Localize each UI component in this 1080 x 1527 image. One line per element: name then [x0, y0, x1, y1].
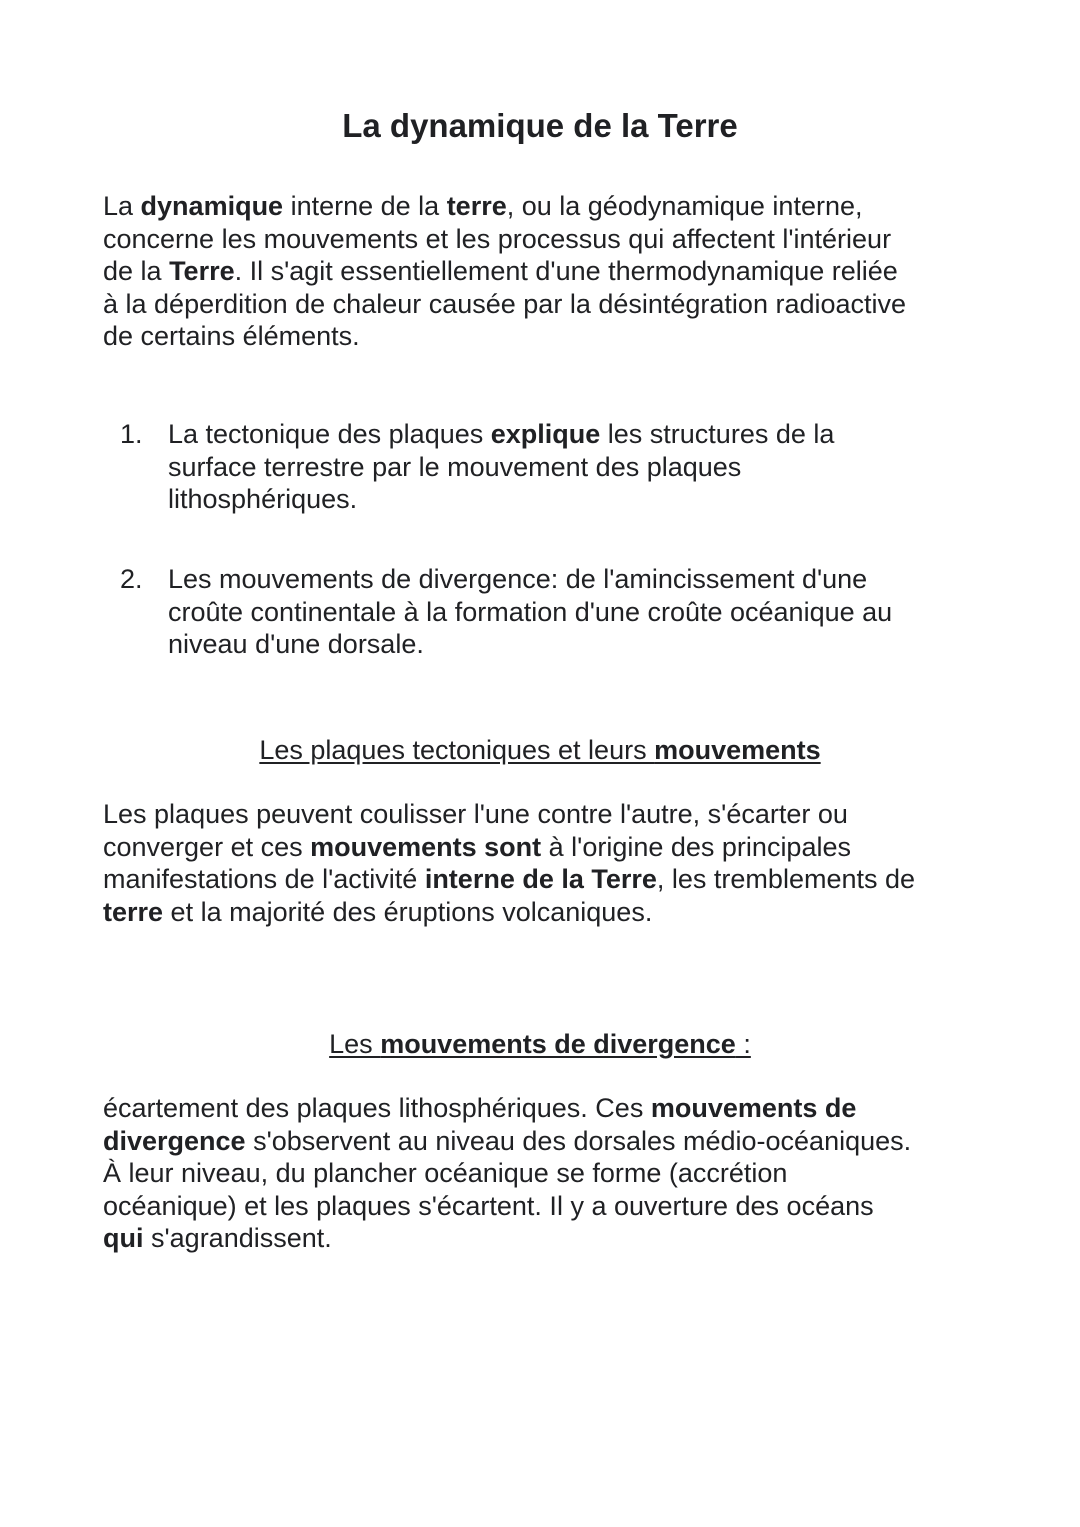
- para-text: À leur niveau, du plancher océanique se forme (accrétion: [103, 1158, 788, 1189]
- list-text: niveau d'une dorsale.: [168, 629, 424, 660]
- intro-text: concerne les mouvements et les processus qui affectent l'intérieur: [103, 223, 892, 254]
- list-text: La tectonique des plaques: [168, 419, 491, 449]
- section-heading-text: Les: [329, 1029, 381, 1059]
- para-bold-divergence: divergence: [103, 1125, 246, 1156]
- intro-bold-terre: terre: [446, 191, 507, 221]
- para-text: océanique) et les plaques s'écartent. Il y a ouverture des océans: [103, 1190, 874, 1221]
- page-title: La dynamique de la Terre: [342, 107, 738, 144]
- para-text: converger et ces: [103, 831, 311, 862]
- section-heading-text: :: [735, 1029, 751, 1059]
- section-heading-divergence: [0, 1027, 1080, 1061]
- para-text: écartement des plaques lithosphériques. Ces: [103, 1093, 651, 1123]
- section-heading-underlined: [259, 735, 820, 765]
- list-item-text: [168, 563, 968, 661]
- list-bold-explique: explique: [490, 419, 601, 449]
- section-heading-bold: mouvements de divergence: [380, 1029, 736, 1059]
- para-text: s'agrandissent.: [143, 1223, 332, 1254]
- list-number: 1.: [120, 419, 143, 449]
- para-text: à l'origine des principales: [541, 831, 851, 862]
- para-bold-interne: interne de la Terre: [424, 864, 657, 895]
- intro-text: à la déperdition de chaleur causée par la désintégration radioactive: [103, 288, 907, 319]
- section-heading-text: Les plaques tectoniques et leurs: [259, 735, 655, 765]
- intro-paragraph: [103, 190, 1003, 353]
- para-bold-mouvements-sont: mouvements sont: [310, 831, 542, 862]
- section-heading-plaques: [0, 733, 1080, 767]
- intro-text: La: [103, 191, 141, 221]
- list-text: Les mouvements de divergence: de l'amincissement d'une: [168, 564, 868, 594]
- list-text: surface terrestre par le mouvement des plaques: [168, 451, 742, 482]
- list-number: 2.: [120, 564, 143, 594]
- intro-text: . Il s'agit essentiellement d'une thermodynamique reliée: [234, 256, 898, 287]
- para-text: Les plaques peuvent coulisser l'une contre l'autre, s'écarter ou: [103, 799, 848, 829]
- intro-text: interne de la: [283, 191, 447, 221]
- para-bold-qui: qui: [103, 1223, 144, 1254]
- plaques-paragraph: [103, 798, 1003, 928]
- para-text: , les tremblements de: [656, 864, 916, 895]
- para-bold-mouvements-de: mouvements de: [650, 1093, 857, 1123]
- list-item-text: [168, 418, 968, 516]
- para-text: s'observent au niveau des dorsales médio-océaniques.: [245, 1125, 912, 1156]
- intro-bold-terre-cap: Terre: [169, 256, 235, 287]
- intro-text: , ou la géodynamique interne,: [506, 191, 863, 221]
- section-heading-underlined: [329, 1029, 751, 1059]
- para-bold-terre: terre: [103, 896, 164, 927]
- intro-text: de la: [103, 256, 170, 287]
- intro-text: de certains éléments.: [103, 321, 360, 352]
- list-text: croûte continentale à la formation d'une croûte océanique au: [168, 596, 893, 627]
- list-text: lithosphériques.: [168, 484, 358, 515]
- intro-bold-dynamique: dynamique: [140, 191, 284, 221]
- list-text: les structures de la: [600, 419, 835, 449]
- para-text: manifestations de l'activité: [103, 864, 425, 895]
- para-text: et la majorité des éruptions volcaniques.: [163, 896, 653, 927]
- divergence-paragraph: [103, 1092, 1003, 1255]
- section-heading-bold: mouvements: [654, 735, 821, 765]
